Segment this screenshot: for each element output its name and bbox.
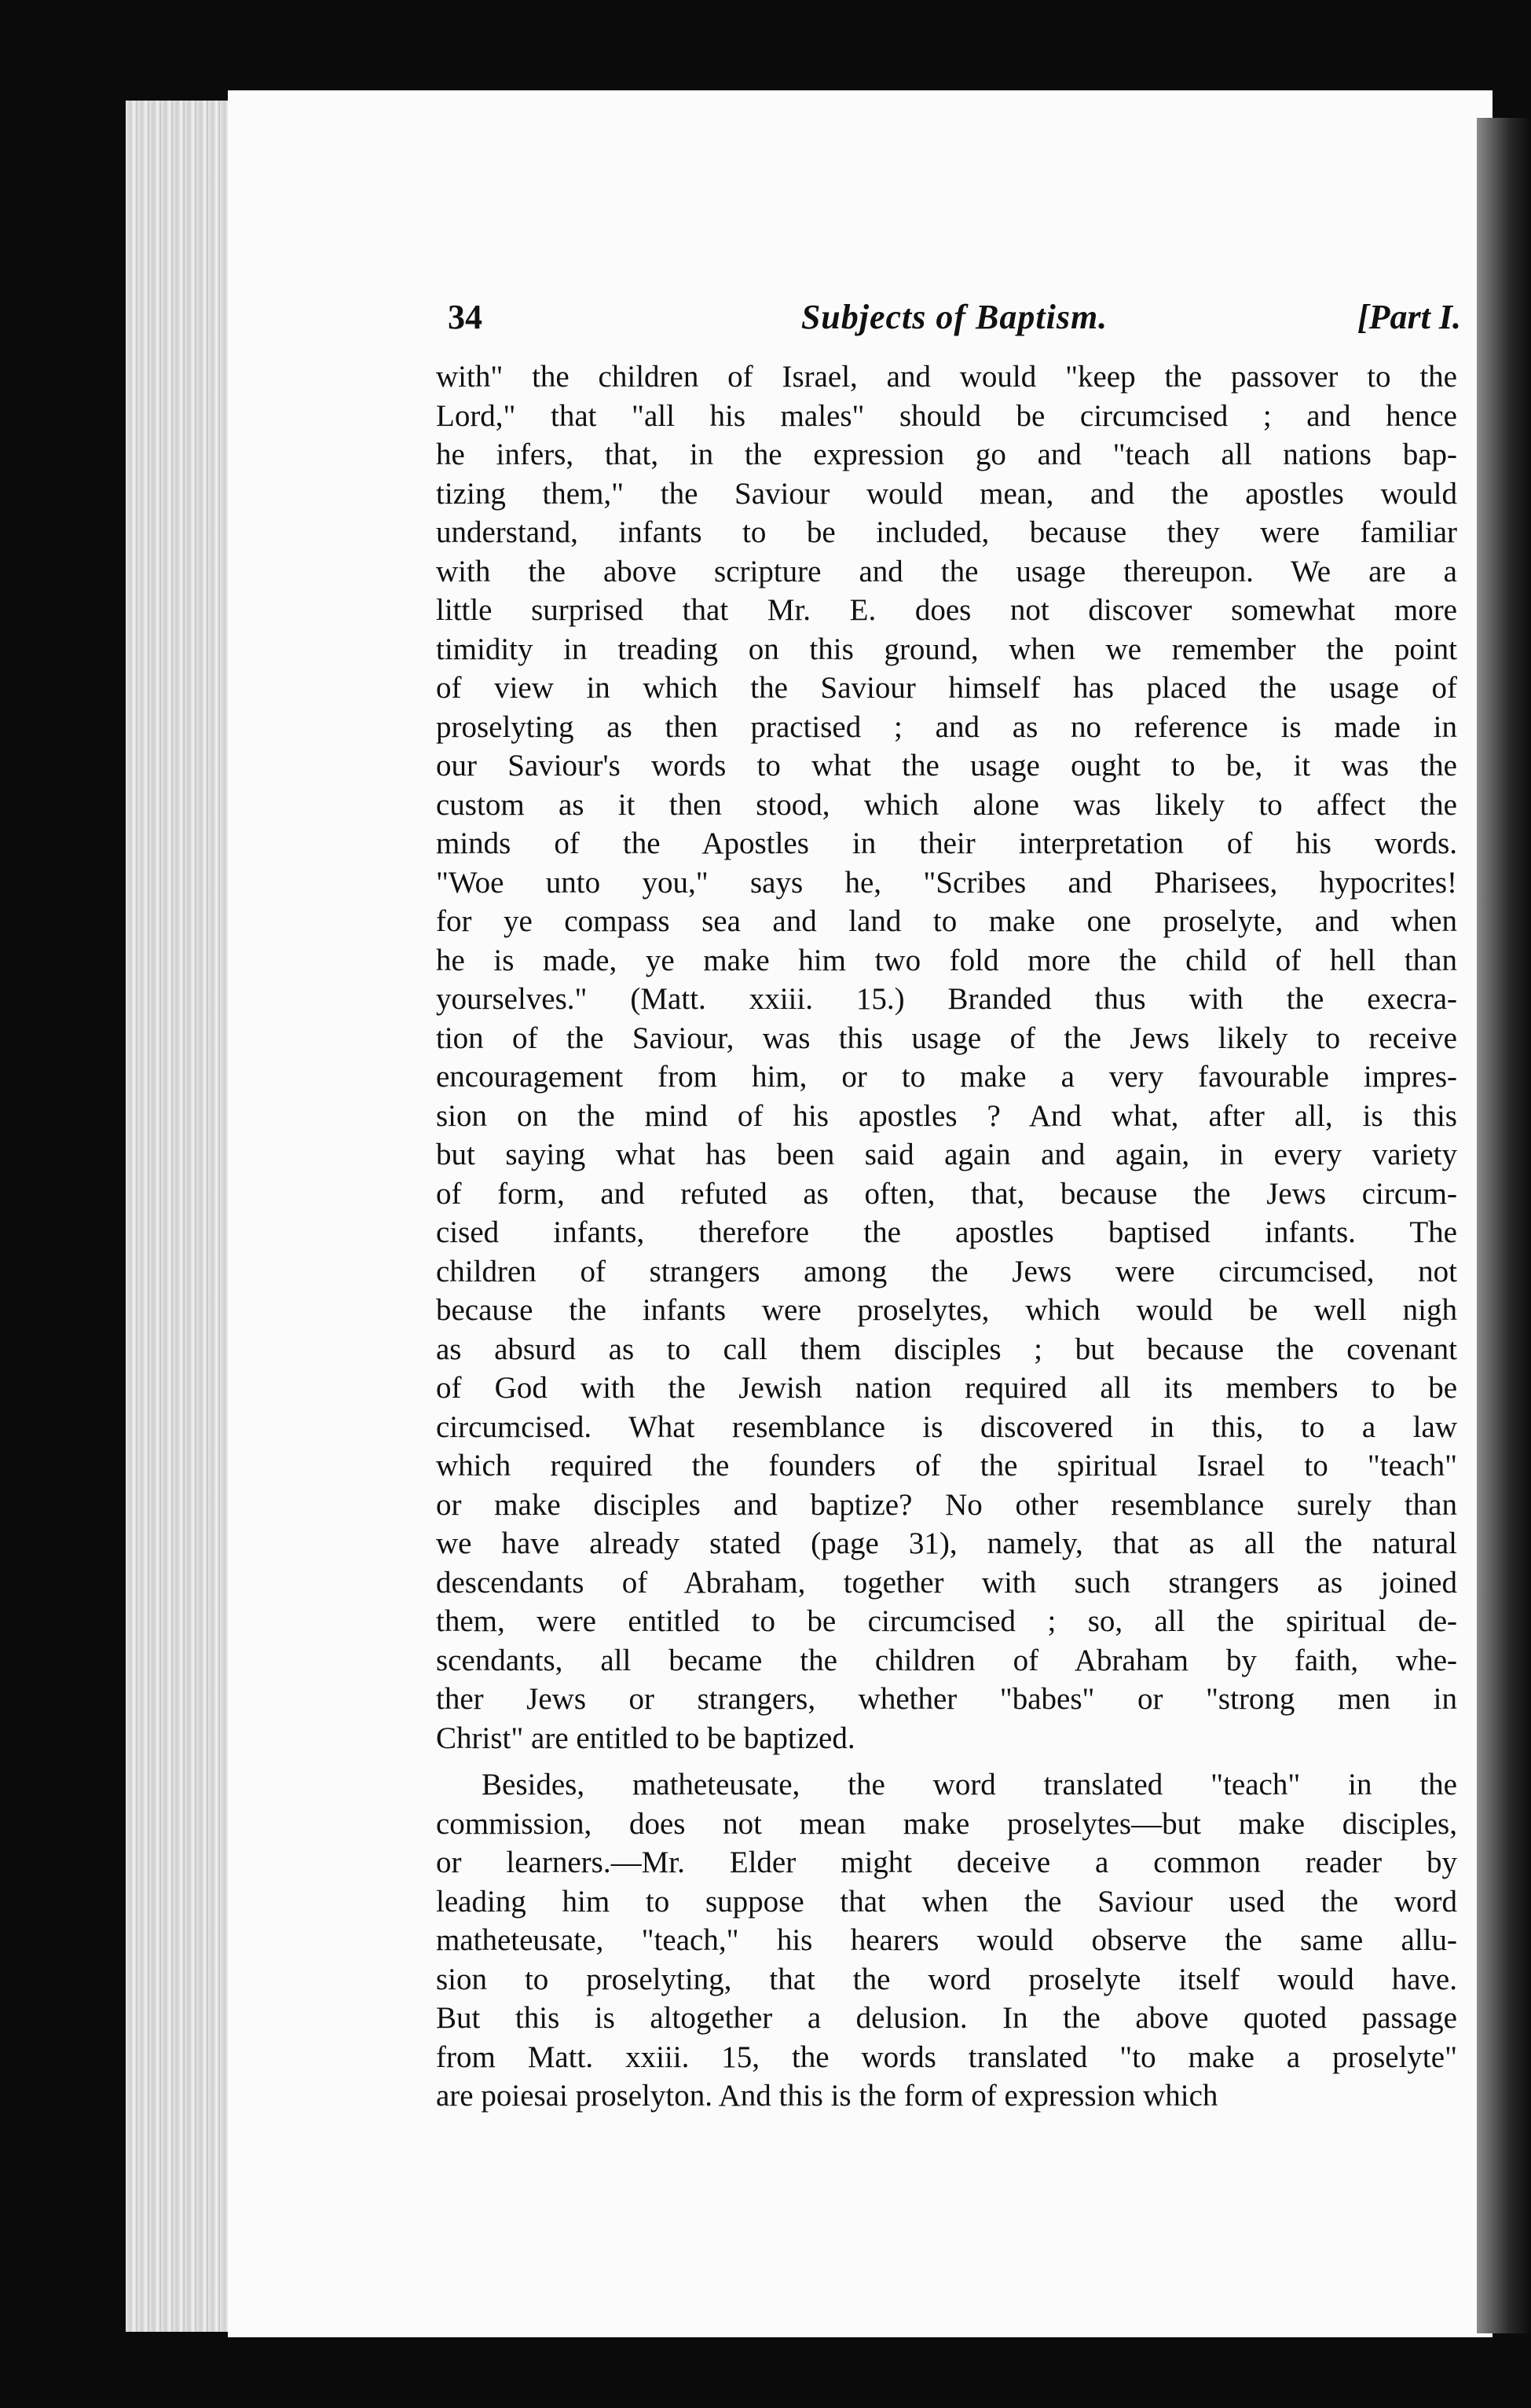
text-line: minds of the Apostles in their interpretation of his words. [436, 826, 1457, 860]
text-line: encouragement from him, or to make a very favourable impres- [436, 1060, 1457, 1094]
text-line: tizing them," the Saviour would mean, and the apostles would [436, 476, 1457, 511]
text-line: our Saviour's words to what the usage ought to be, it was the [436, 749, 1457, 783]
text-line: for ye compass sea and land to make one proselyte, and when [436, 904, 1457, 938]
page-edges [126, 101, 236, 2332]
paragraph [436, 357, 1457, 1757]
text-line: commission, does not mean make proselytes—but make disciples, [436, 1806, 1457, 1841]
text-line: "Woe unto you," says he, "Scribes and Pharisees, hypocrites! [436, 865, 1457, 900]
running-title: Subjects of Baptism. [800, 298, 1108, 336]
text-line: understand, infants to be included, because they were familiar [436, 515, 1457, 549]
text-line: Lord," that "all his males" should be circumcised ; and hence [436, 398, 1457, 433]
text-line: with the above scripture and the usage thereupon. We are a [436, 554, 1457, 588]
scan-shadow [1477, 118, 1531, 2333]
text-line: scendants, all became the children of Abraham by faith, whe- [436, 1643, 1457, 1677]
text-line: or learners.—Mr. Elder might deceive a common reader by [436, 1845, 1457, 1879]
text-line: he infers, that, in the expression go and "teach all nations bap- [436, 438, 1457, 471]
text-line: we have already stated (page 31), namely, that as all the natural [436, 1527, 1457, 1560]
text-line: leading him to suppose that when the Saviour used the word [436, 1884, 1457, 1919]
text-line: little surprised that Mr. E. does not discover somewhat more [436, 593, 1457, 627]
text-line: with" the children of Israel, and would "keep the passover to the [436, 360, 1457, 394]
text-line: tion of the Saviour, was this usage of the Jews likely to receive [436, 1021, 1457, 1055]
text-line: But this is altogether a delusion. In the above quoted passage [436, 2001, 1457, 2035]
text-line: he is made, ye make him two fold more the child of hell than [436, 943, 1457, 977]
text-line: descendants of Abraham, together with such strangers as joined [436, 1565, 1457, 1600]
text-line: sion to proselyting, that the word proselyte itself would have. [436, 1962, 1457, 1996]
text-line: circumcised. What resemblance is discovered in this, to a law [436, 1409, 1457, 1444]
text-line: them, were entitled to be circumcised ; so, all the spiritual de- [436, 1604, 1457, 1638]
text-line: Besides, matheteusate, the word translated "teach" in the [482, 1768, 1457, 1801]
running-header [448, 297, 1461, 344]
text-line: matheteusate, "teach," his hearers would observe the same allu- [436, 1923, 1457, 1957]
text-line: of view in which the Saviour himself has placed the usage of [436, 671, 1457, 705]
text-line: sion on the mind of his apostles ? And what, after all, is this [436, 1098, 1457, 1133]
body-text [436, 357, 1457, 2116]
text-line: ther Jews or strangers, whether "babes" or "strong men in [436, 1682, 1457, 1716]
text-line: of form, and refuted as often, that, because the Jews circum- [436, 1176, 1457, 1211]
text-line: proselyting as then practised ; and as no reference is made in [436, 709, 1457, 744]
text-line: but saying what has been said again and again, in every variety [436, 1138, 1457, 1171]
page-number: 34 [448, 298, 482, 336]
text-line: timidity in treading on this ground, when we remember the point [436, 632, 1457, 666]
text-line: or make disciples and baptize? No other resemblance surely than [436, 1487, 1457, 1522]
text-line: of God with the Jewish nation required all its members to be [436, 1371, 1457, 1405]
text-line: which required the founders of the spiritual Israel to "teach" [436, 1449, 1457, 1483]
paragraph [436, 1765, 1457, 2116]
text-line: are poiesai proselyton. And this is the form of expression which [436, 2079, 1218, 2113]
text-line: children of strangers among the Jews were circumcised, not [436, 1254, 1457, 1288]
text-line: Christ" are entitled to be baptized. [436, 1721, 855, 1755]
text-line: custom as it then stood, which alone was likely to affect the [436, 787, 1457, 822]
text-line: as absurd as to call them disciples ; but because the covenant [436, 1332, 1457, 1366]
text-line: yourselves." (Matt. xxiii. 15.) Branded thus with the execra- [436, 982, 1457, 1016]
text-line: from Matt. xxiii. 15, the words translated "to make a proselyte" [436, 2040, 1457, 2074]
text-line: because the infants were proselytes, which would be well nigh [436, 1293, 1457, 1327]
text-line: cised infants, therefore the apostles baptised infants. The [436, 1215, 1457, 1249]
part-label: [Part I. [1357, 298, 1461, 336]
